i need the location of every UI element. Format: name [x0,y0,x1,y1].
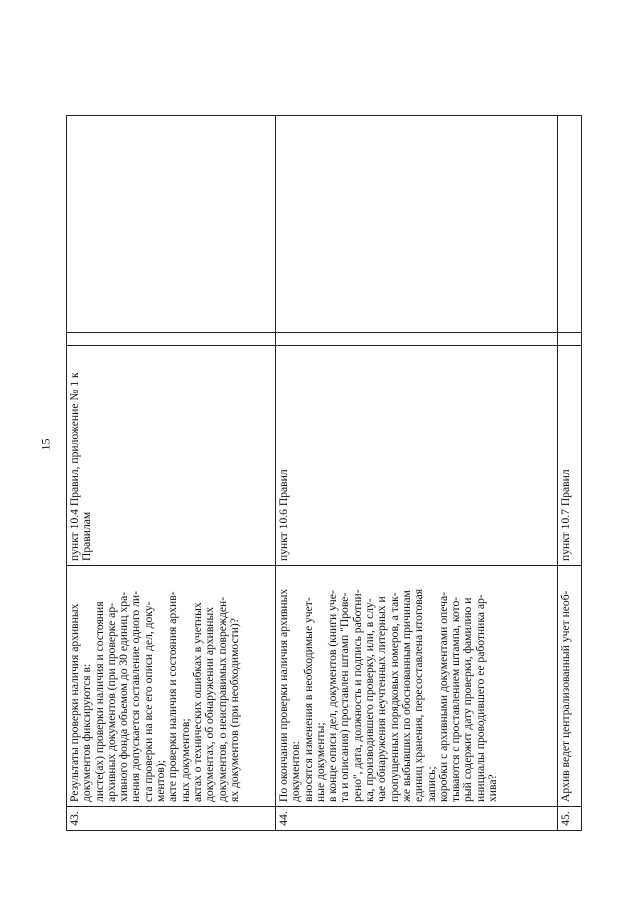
question-line: хивного фонда объемом до 30 единиц хра- [117,591,131,802]
question-cell [67,566,276,807]
question-line: документов фиксируются в: [80,663,94,802]
question-line: акте проверки наличия и состояния архив- [166,591,180,802]
question-cell [558,566,582,807]
question-line: документов: [289,741,303,802]
question-line: единиц хранения, пересоставлена итоговая [412,588,426,802]
question-line: та и описания) проставлен штамп "Прове- [338,592,352,802]
question-line: листе(ах) проверки наличия и состояния [92,601,106,802]
table-row [558,116,582,831]
question-line: ка, производившего проверку, или, в слу- [363,598,377,802]
question-line: вносятся изменения в необходимые учет- [301,597,315,802]
question-line: запись; [424,766,438,802]
question-line: в конце описи дел, документов (книги уче- [326,590,340,802]
page-number: 15 [38,438,53,451]
question-line: рый содержит дату проверки, фамилию и [461,597,475,802]
empty-cell [276,333,558,346]
question-line: пропущенных порядковых номеров, а так- [387,592,401,802]
empty-cell [67,116,276,333]
question-line: инициалы проводившего ее работника ар- [473,594,487,802]
reference-cell: пункт 10.6 Правил [276,346,558,566]
question-line: тываются с проставлением штампа, кото- [449,596,463,802]
question-line: ных документов; [178,718,192,802]
row-number: 44. [276,807,558,831]
question-line: коробки с архивными документами опеча- [436,592,450,802]
question-line: По окончании проверки наличия архивных [277,588,290,802]
question-line: Результаты проверки наличия архивных [68,603,81,802]
question-line: ные документы; [313,722,327,802]
empty-cell [558,333,582,346]
empty-cell [67,333,276,346]
row-number: 43. [67,807,276,831]
question-line: ста проверки на все его описи дел, доку- [141,601,155,802]
question-line: ях документов (при необходимости)? [227,618,241,802]
question-line: рено", дата, должность и подпись работни- [350,589,364,802]
question-line: же выбывших по обоснованным причинам [399,590,413,802]
question-line: архивных документов (при проверке ар- [104,603,118,802]
table-row [67,116,276,831]
question-line: нения допускается составление одного ли- [129,591,143,802]
table-row [276,116,558,831]
empty-cell [558,116,582,333]
rotated-table-wrapper [66,116,604,831]
question-line: ментов); [154,760,168,802]
row-number: 45. [558,807,582,831]
question-line: документах, об обнаружении архивных [203,606,217,802]
reference-cell: пункт 10.4 Правил, приложение № 1 к Правилам [67,346,276,566]
reference-cell: пункт 10.7 Правил [558,346,582,566]
question-line: хива? [486,774,500,802]
checklist-table [66,115,582,831]
question-cell [276,566,558,807]
empty-cell [276,116,558,333]
question-line: актах о технических ошибках в учетных [190,602,204,802]
question-line: документов, о неисправимых поврежден- [215,596,229,802]
question-line: Архив ведет централизованный учет необ- [559,590,572,802]
question-line: чае обнаружения неучтенных литерных и [375,596,389,802]
